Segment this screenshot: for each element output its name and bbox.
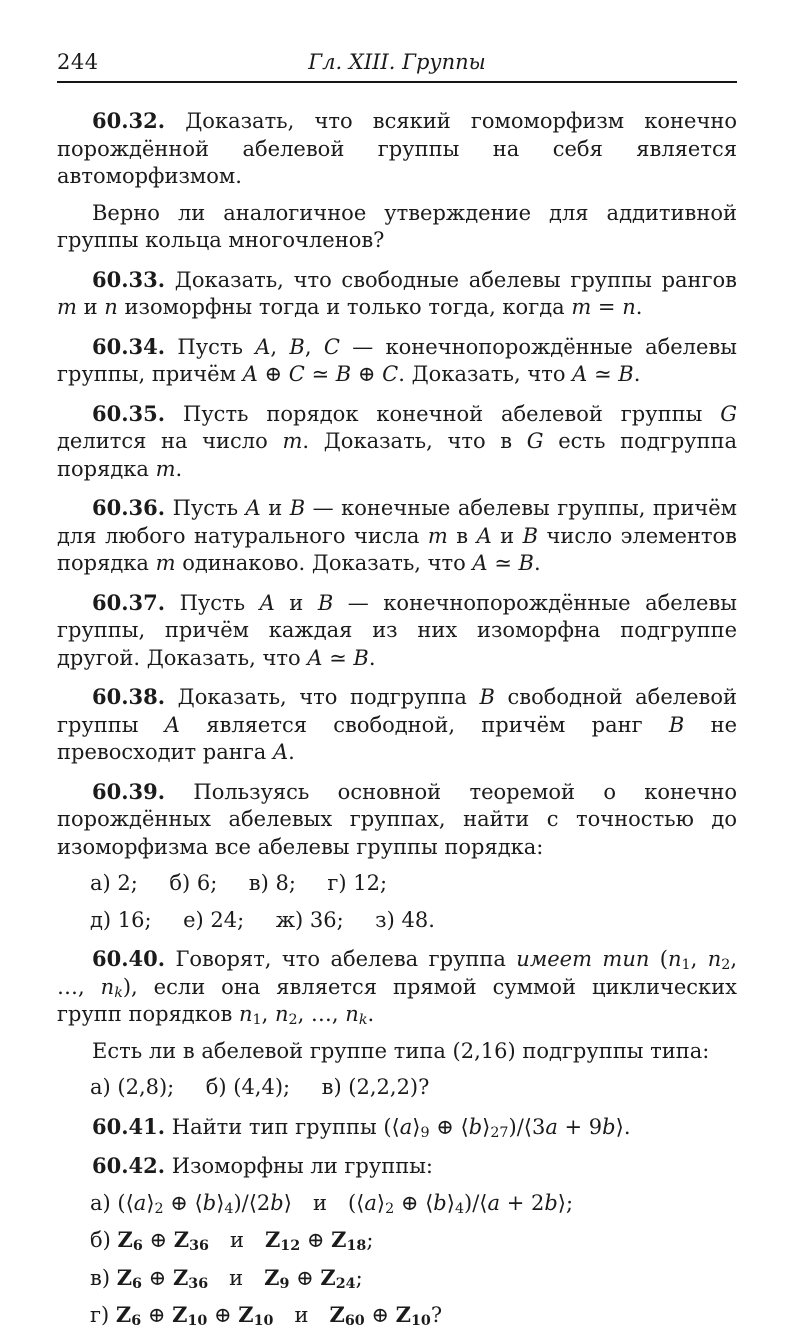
text-run: B bbox=[668, 712, 685, 737]
text-run: a bbox=[133, 1190, 147, 1215]
problem-60-38-statement: 60.38. Доказать, что подгруппа B свободной абелевой группы A является свободной, причём ранг B не превосходит ранга A. bbox=[57, 684, 738, 764]
text-run: Z bbox=[395, 1302, 411, 1327]
text-run: 10 bbox=[410, 1313, 431, 1330]
text-run: C bbox=[382, 362, 399, 386]
text-run: 60 bbox=[344, 1313, 365, 1330]
text-run: b bbox=[602, 1114, 616, 1139]
text-run: 4 bbox=[224, 1200, 234, 1217]
text-run: m bbox=[155, 551, 176, 575]
text-run: n bbox=[239, 1002, 253, 1026]
text-run: Z bbox=[116, 1264, 133, 1290]
text-run: A bbox=[572, 362, 588, 386]
text-run: B bbox=[289, 496, 306, 520]
text-run: имеет тип bbox=[516, 947, 650, 971]
text-run: 60.33. bbox=[92, 266, 166, 292]
text-run: Z bbox=[331, 1227, 347, 1252]
text-run: 60.40. bbox=[92, 946, 166, 971]
problem-60-41-statement: 60.41. Найти тип группы (⟨a⟩9 ⊕ ⟨b⟩27)/⟨3a + 9b⟩. bbox=[92, 1113, 631, 1141]
text-run: n bbox=[104, 295, 118, 319]
text-run: G bbox=[526, 429, 544, 453]
text-run: B bbox=[289, 334, 305, 359]
text-run: Z bbox=[264, 1227, 281, 1252]
text-run: m bbox=[57, 295, 77, 319]
text-run: A bbox=[307, 645, 323, 670]
text-run: 60.38. bbox=[92, 684, 166, 709]
problem-60-42-statement: 60.42. Изоморфны ли группы: bbox=[92, 1153, 434, 1178]
text-run: 1 bbox=[252, 1012, 262, 1029]
problem-60-33-statement: 60.33. Доказать, что свободные абелевы группы рангов m и n изоморфны тогда и только тогда, когда m = n. bbox=[57, 266, 737, 319]
text-run: B bbox=[317, 590, 334, 615]
text-run: a bbox=[364, 1190, 377, 1215]
text-run: m bbox=[155, 456, 176, 481]
problem-60-35-statement: 60.35. Пусть порядок конечной абелевой группы G делится на число m. Доказать, что в G есть подгруппа порядка m. bbox=[57, 400, 738, 481]
text-run: A bbox=[476, 523, 492, 548]
text-run: m bbox=[571, 295, 592, 319]
text-run: A bbox=[242, 362, 258, 386]
text-run: n bbox=[707, 947, 722, 971]
text-run: 10 bbox=[253, 1313, 274, 1330]
text-run: 60.36. bbox=[92, 495, 166, 520]
text-run: n bbox=[345, 1002, 359, 1026]
text-run: 2 bbox=[385, 1200, 395, 1217]
text-run: 60.32. bbox=[92, 108, 166, 133]
text-run: B bbox=[522, 523, 539, 548]
text-run: k bbox=[358, 1012, 368, 1029]
text-run: 18 bbox=[346, 1238, 367, 1255]
text-run: 9 bbox=[279, 1275, 290, 1292]
page-number: 244 bbox=[57, 50, 99, 74]
text-run: n bbox=[668, 947, 682, 971]
text-run: Z bbox=[238, 1302, 254, 1327]
text-run: G bbox=[720, 401, 737, 426]
text-run: 4 bbox=[454, 1200, 465, 1217]
text-run: b bbox=[433, 1190, 447, 1215]
text-run: 6 bbox=[132, 1275, 142, 1292]
problem-60-32-statement: 60.32. Доказать, что всякий гомоморфизм конечно порождённой абелевой группы на себя является автоморфизмом. bbox=[57, 108, 737, 188]
text-run: 12 bbox=[280, 1238, 301, 1255]
text-run: 10 bbox=[187, 1313, 208, 1330]
text-run: C bbox=[323, 334, 340, 359]
problem-60-42-option-b: б) Z6 ⊕ Z36 и Z12 ⊕ Z18; bbox=[90, 1227, 374, 1255]
text-run: k bbox=[114, 984, 123, 1001]
text-run: 1 bbox=[681, 957, 691, 974]
text-run: Z bbox=[172, 1264, 189, 1290]
problem-60-34-statement: 60.34. Пусть A, B, C — конечнопорождённые абелевы группы, причём A ⊕ C ≃ B ⊕ C. Доказать, что A ≃ B. bbox=[57, 333, 737, 386]
text-run: 60.37. bbox=[92, 589, 166, 615]
text-run: 24 bbox=[335, 1275, 356, 1292]
text-run: Z bbox=[173, 1227, 190, 1252]
problem-60-42-option-g: г) Z6 ⊕ Z10 ⊕ Z10 и Z60 ⊕ Z10? bbox=[90, 1302, 443, 1330]
text-run: a bbox=[487, 1190, 501, 1215]
text-run: 2 bbox=[288, 1012, 298, 1029]
problem-60-42-option-a: а) (⟨a⟩2 ⊕ ⟨b⟩4)/⟨2b⟩ и (⟨a⟩2 ⊕ ⟨b⟩4)/⟨a + 2b⟩; bbox=[90, 1190, 574, 1217]
problem-60-37-statement: 60.37. Пусть A и B — конечнопорождённые абелевы группы, причём каждая из них изоморфна подгруппе другой. Доказать, что A ≃ B. bbox=[57, 589, 737, 670]
problem-60-39-options-row-1: а) 2; б) 6; в) 8; г) 12; bbox=[90, 871, 388, 895]
text-run: n bbox=[100, 974, 115, 999]
problem-60-40-options-row: а) (2,8); б) (4,4); в) (2,2,2)? bbox=[90, 1075, 430, 1099]
problem-60-39-statement: 60.39. Пользуясь основной теоремой о конечно порождённых абелевых группах, найти с точностью до изоморфизма все абелевы группы порядка: bbox=[57, 778, 737, 859]
problem-60-39-options-row-2: д) 16; е) 24; ж) 36; з) 48. bbox=[90, 907, 435, 932]
problem-60-40-question: Есть ли в абелевой группе типа (2,16) подгруппы типа: bbox=[92, 1038, 710, 1063]
header-rule bbox=[57, 81, 737, 83]
text-run: b bbox=[544, 1190, 558, 1215]
problem-60-40-statement: 60.40. Говорят, что абелева группа имеет тип (n1, n2, …, nk), если она является прямой суммой циклических групп порядков n1, n2, …, nk. bbox=[57, 946, 737, 1029]
text-run: m bbox=[427, 523, 448, 548]
text-run: 6 bbox=[132, 1238, 143, 1255]
text-run: a bbox=[399, 1114, 413, 1139]
text-run: Z bbox=[320, 1264, 336, 1290]
text-run: A bbox=[472, 551, 488, 575]
text-run: B bbox=[353, 645, 369, 670]
text-run: B bbox=[479, 685, 495, 709]
text-run: A bbox=[164, 712, 180, 737]
problem-60-36-statement: 60.36. Пусть A и B — конечные абелевы группы, причём для любого натурального числа m в A и B число элементов порядка m одинаково. Доказать, что A ≃ B. bbox=[57, 495, 737, 575]
text-run: C bbox=[288, 362, 305, 386]
running-header bbox=[57, 50, 737, 74]
text-run: 2 bbox=[154, 1200, 164, 1217]
text-run: 9 bbox=[420, 1124, 430, 1141]
text-run: b bbox=[270, 1190, 284, 1215]
text-run: A bbox=[259, 590, 275, 615]
problem-60-32-question: Верно ли аналогичное утверждение для аддитивной группы кольца многочленов? bbox=[57, 200, 737, 252]
text-run: n bbox=[274, 1002, 289, 1026]
text-run: 60.42. bbox=[92, 1153, 166, 1178]
text-run: Z bbox=[172, 1302, 188, 1327]
text-run: m bbox=[282, 429, 303, 453]
text-run: B bbox=[335, 362, 352, 386]
text-run: 36 bbox=[188, 1275, 209, 1292]
text-run: Z bbox=[264, 1264, 280, 1290]
problems-list bbox=[57, 107, 737, 1330]
text-run: 36 bbox=[189, 1238, 209, 1255]
text-run: b bbox=[468, 1114, 483, 1139]
text-run: A bbox=[272, 740, 289, 764]
text-run: Z bbox=[117, 1227, 133, 1252]
chapter-title: Гл. XIII. Группы bbox=[308, 50, 486, 74]
text-run: A bbox=[255, 334, 271, 359]
text-run: 27 bbox=[490, 1124, 509, 1141]
text-run: 2 bbox=[721, 957, 731, 974]
problem-60-42-option-v: в) Z6 ⊕ Z36 и Z9 ⊕ Z24; bbox=[90, 1264, 363, 1292]
text-run: A bbox=[245, 496, 261, 520]
text-run: Z bbox=[115, 1302, 132, 1327]
text-run: a bbox=[545, 1114, 558, 1139]
text-run: 60.34. bbox=[92, 333, 166, 359]
text-run: 6 bbox=[131, 1313, 142, 1330]
text-run: n bbox=[622, 295, 636, 319]
text-run: Z bbox=[329, 1302, 345, 1327]
text-run: 60.39. bbox=[92, 778, 166, 804]
text-run: 60.35. bbox=[92, 400, 166, 426]
text-run: B bbox=[518, 551, 534, 575]
text-run: b bbox=[202, 1190, 217, 1215]
text-run: 60.41. bbox=[92, 1113, 166, 1139]
text-run: B bbox=[618, 362, 634, 386]
